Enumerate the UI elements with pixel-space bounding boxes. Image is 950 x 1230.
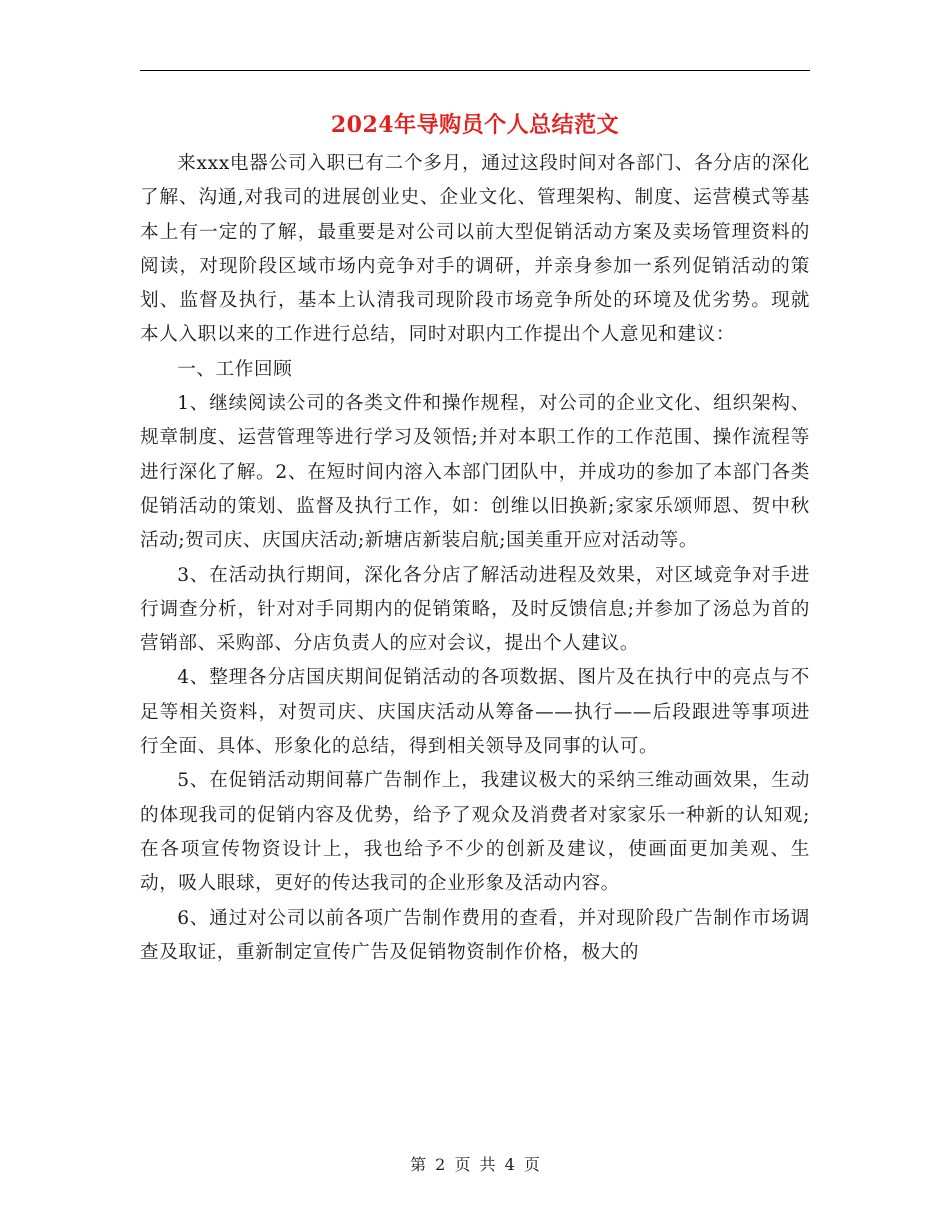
document-body: [140, 147, 810, 970]
paragraph-item-4: 4、整理各分店国庆期间促销活动的各项数据、图片及在执行中的亮点与不足等相关资料，对贺司庆、庆国庆活动从筹备——执行——后段跟进等事项进行全面、具体、形象化的总结，得到相关领导及同事的认可。: [140, 667, 810, 758]
paragraph-intro: 来xxx电器公司入职已有二个多月，通过这段时间对各部门、各分店的深化了解、沟通,对我司的进展创业史、企业文化、管理架构、制度、运营模式等基本上有一定的了解，最重要是对公司以前大型促销活动方案及卖场管理资料的阅读，对现阶段区域市场内竞争对手的调研，并亲身参加一系列促销活动的策划、监督及执行，基本上认清我司现阶段市场竞争所处的环境及优劣势。现就本人入职以来的工作进行总结，同时对职内工作提出个人意见和建议：: [140, 153, 810, 346]
paragraph-item-6: 6、通过对公司以前各项广告制作费用的查看，并对现阶段广告制作市场调查及取证，重新制定宣传广告及促销物资制作价格，极大的: [140, 907, 810, 963]
section-heading-review: 一、工作回顾: [177, 358, 293, 380]
page-number-footer: 第 2 页 共 4 页: [410, 1155, 540, 1174]
document-title: 2024年导购员个人总结范文: [330, 112, 620, 138]
paragraph-item-5: 5、在促销活动期间幕广告制作上，我建议极大的采纳三维动画效果，生动的体现我司的促销内容及优势，给予了观众及消费者对家家乐一种新的认知观;在各项宣传物资设计上，我也给予不少的创新及建议，使画面更加美观、生动，吸人眼球，更好的传达我司的企业形象及活动内容。: [140, 770, 810, 895]
paragraph-item-1-2: 1、继续阅读公司的各类文件和操作规程，对公司的企业文化、组织架构、规章制度、运营管理等进行学习及领悟;并对本职工作的工作范围、操作流程等进行深化了解。2、在短时间内溶入本部门团队中，并成功的参加了本部门各类促销活动的策划、监督及执行工作，如：创维以旧换新;家家乐颂师恩、贺中秋活动;贺司庆、庆国庆活动;新塘店新装启航;国美重开应对活动等。: [140, 393, 810, 552]
header-rule: [140, 70, 810, 71]
paragraph-item-3: 3、在活动执行期间，深化各分店了解活动进程及效果，对区域竞争对手进行调查分析，针对对手同期内的促销策略，及时反馈信息;并参加了汤总为首的营销部、采购部、分店负责人的应对会议，提出个人建议。: [140, 564, 810, 655]
